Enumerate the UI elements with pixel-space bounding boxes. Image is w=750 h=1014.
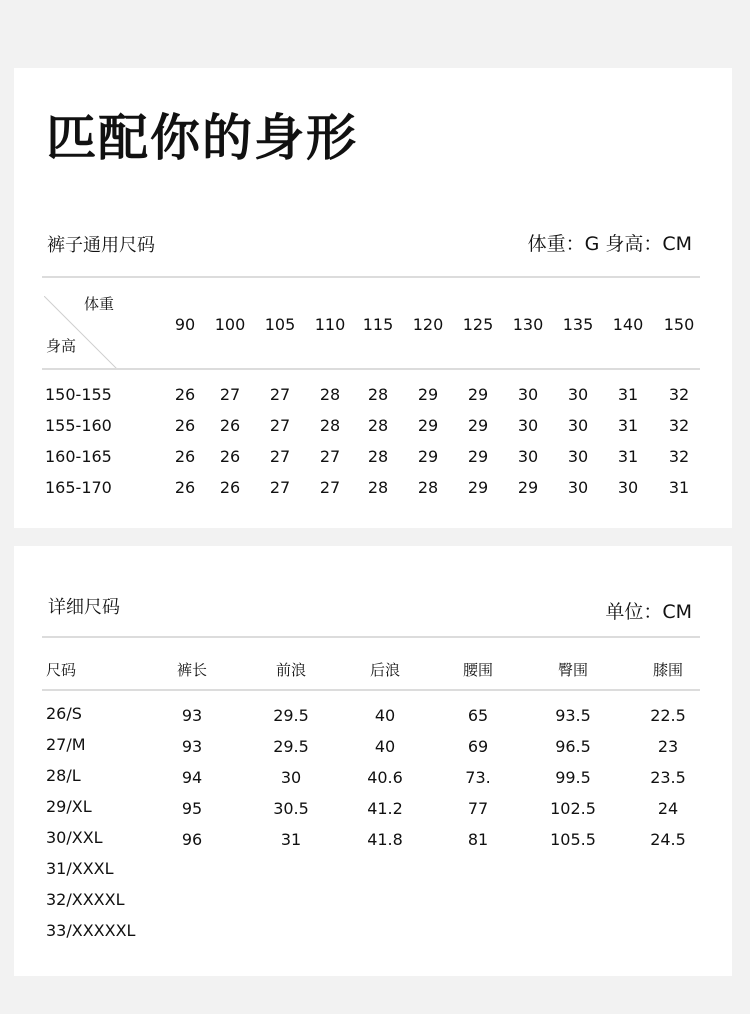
measurement-cell: 77 <box>467 799 489 818</box>
size-label: 28/L <box>46 766 81 785</box>
height-range-label: 155-160 <box>45 416 112 435</box>
measurement-cell: 96 <box>181 830 203 849</box>
measurement-cell: 24 <box>657 799 679 818</box>
size-cell: 26 <box>174 478 196 497</box>
size-cell: 29 <box>467 385 489 404</box>
size-cell: 30 <box>517 447 539 466</box>
height-range-label: 160-165 <box>45 447 112 466</box>
general-size-card <box>14 68 732 528</box>
measurement-cell: 23 <box>657 737 679 756</box>
size-cell: 28 <box>367 447 389 466</box>
weight-header-cell: 100 <box>214 315 246 334</box>
size-cell: 29 <box>467 447 489 466</box>
height-range-label: 165-170 <box>45 478 112 497</box>
detail-header-cell: 臀围 <box>557 661 588 679</box>
size-cell: 26 <box>174 385 196 404</box>
size-cell: 32 <box>668 447 690 466</box>
size-cell: 28 <box>319 385 341 404</box>
size-label: 33/XXXXXL <box>46 921 136 940</box>
size-cell: 27 <box>269 385 291 404</box>
detail-table-top-divider <box>42 636 700 638</box>
detail-header-cell: 前浪 <box>275 661 306 679</box>
size-cell: 29 <box>467 416 489 435</box>
size-cell: 26 <box>174 447 196 466</box>
size-cell: 26 <box>219 478 241 497</box>
size-cell: 26 <box>219 447 241 466</box>
weight-header-cell: 135 <box>562 315 594 334</box>
table-header-divider <box>42 368 700 370</box>
size-cell: 31 <box>617 385 639 404</box>
page-title: 匹配你的身形 <box>46 109 358 167</box>
size-cell: 27 <box>319 447 341 466</box>
size-cell: 30 <box>517 416 539 435</box>
size-label: 26/S <box>46 704 82 723</box>
measurement-cell: 94 <box>181 768 203 787</box>
measurement-cell: 65 <box>467 706 489 725</box>
weight-header-cell: 120 <box>412 315 444 334</box>
size-cell: 31 <box>617 416 639 435</box>
size-cell: 30 <box>567 385 589 404</box>
weight-header-cell: 105 <box>264 315 296 334</box>
weight-header-cell: 115 <box>362 315 394 334</box>
measurement-cell: 99.5 <box>555 768 591 787</box>
measurement-cell: 95 <box>181 799 203 818</box>
measurement-cell: 96.5 <box>555 737 591 756</box>
weight-header-cell: 130 <box>512 315 544 334</box>
size-cell: 28 <box>367 385 389 404</box>
measurement-cell: 81 <box>467 830 489 849</box>
size-label: 31/XXXL <box>46 859 114 878</box>
measurement-cell: 41.8 <box>367 830 403 849</box>
measurement-cell: 31 <box>280 830 302 849</box>
detail-size-section-title: 详细尺码 <box>48 597 120 618</box>
measurement-cell: 93 <box>181 706 203 725</box>
corner-height-label: 身高 <box>46 337 77 355</box>
size-cell: 27 <box>269 447 291 466</box>
measurement-cell: 102.5 <box>550 799 596 818</box>
weight-header-cell: 150 <box>663 315 695 334</box>
general-size-section-title: 裤子通用尺码 <box>47 235 155 256</box>
size-cell: 31 <box>617 447 639 466</box>
detail-table-header-divider <box>42 689 700 691</box>
size-label: 27/M <box>46 735 86 754</box>
measurement-cell: 69 <box>467 737 489 756</box>
weight-header-cell: 90 <box>174 315 196 334</box>
size-cell: 30 <box>517 385 539 404</box>
general-size-unit-label: 体重：G 身高：CM <box>527 233 692 255</box>
size-cell: 27 <box>269 416 291 435</box>
weight-header-cell: 125 <box>462 315 494 334</box>
detail-header-cell: 裤长 <box>176 661 207 679</box>
size-cell: 26 <box>219 416 241 435</box>
size-cell: 29 <box>467 478 489 497</box>
size-cell: 27 <box>219 385 241 404</box>
size-cell: 32 <box>668 385 690 404</box>
size-cell: 30 <box>617 478 639 497</box>
measurement-cell: 40.6 <box>367 768 403 787</box>
detail-size-card <box>14 546 732 976</box>
size-cell: 28 <box>367 478 389 497</box>
detail-size-unit-label: 单位：CM <box>605 601 692 623</box>
detail-header-cell: 后浪 <box>369 661 400 679</box>
weight-header-cell: 140 <box>612 315 644 334</box>
size-cell: 30 <box>567 478 589 497</box>
size-cell: 26 <box>174 416 196 435</box>
corner-weight-label: 体重 <box>84 295 115 313</box>
measurement-cell: 24.5 <box>650 830 686 849</box>
size-cell: 32 <box>668 416 690 435</box>
size-cell: 29 <box>417 447 439 466</box>
measurement-cell: 41.2 <box>367 799 403 818</box>
size-cell: 30 <box>567 447 589 466</box>
size-label: 29/XL <box>46 797 92 816</box>
measurement-cell: 29.5 <box>273 737 309 756</box>
size-label: 32/XXXXL <box>46 890 125 909</box>
table-top-divider <box>42 276 700 278</box>
size-cell: 29 <box>417 416 439 435</box>
size-label: 30/XXL <box>46 828 103 847</box>
size-cell: 27 <box>319 478 341 497</box>
size-cell: 30 <box>567 416 589 435</box>
detail-header-cell: 膝围 <box>652 661 683 679</box>
size-cell: 28 <box>319 416 341 435</box>
detail-header-cell: 腰围 <box>462 661 493 679</box>
measurement-cell: 93.5 <box>555 706 591 725</box>
size-cell: 31 <box>668 478 690 497</box>
measurement-cell: 23.5 <box>650 768 686 787</box>
size-cell: 29 <box>517 478 539 497</box>
measurement-cell: 73. <box>465 768 491 787</box>
size-cell: 27 <box>269 478 291 497</box>
measurement-cell: 40 <box>374 737 396 756</box>
height-range-label: 150-155 <box>45 385 112 404</box>
measurement-cell: 93 <box>181 737 203 756</box>
size-cell: 29 <box>417 385 439 404</box>
measurement-cell: 30.5 <box>273 799 309 818</box>
detail-header-cell: 尺码 <box>46 661 77 679</box>
measurement-cell: 30 <box>280 768 302 787</box>
measurement-cell: 40 <box>374 706 396 725</box>
size-cell: 28 <box>367 416 389 435</box>
size-cell: 28 <box>417 478 439 497</box>
measurement-cell: 105.5 <box>550 830 596 849</box>
measurement-cell: 22.5 <box>650 706 686 725</box>
measurement-cell: 29.5 <box>273 706 309 725</box>
weight-header-cell: 110 <box>314 315 346 334</box>
